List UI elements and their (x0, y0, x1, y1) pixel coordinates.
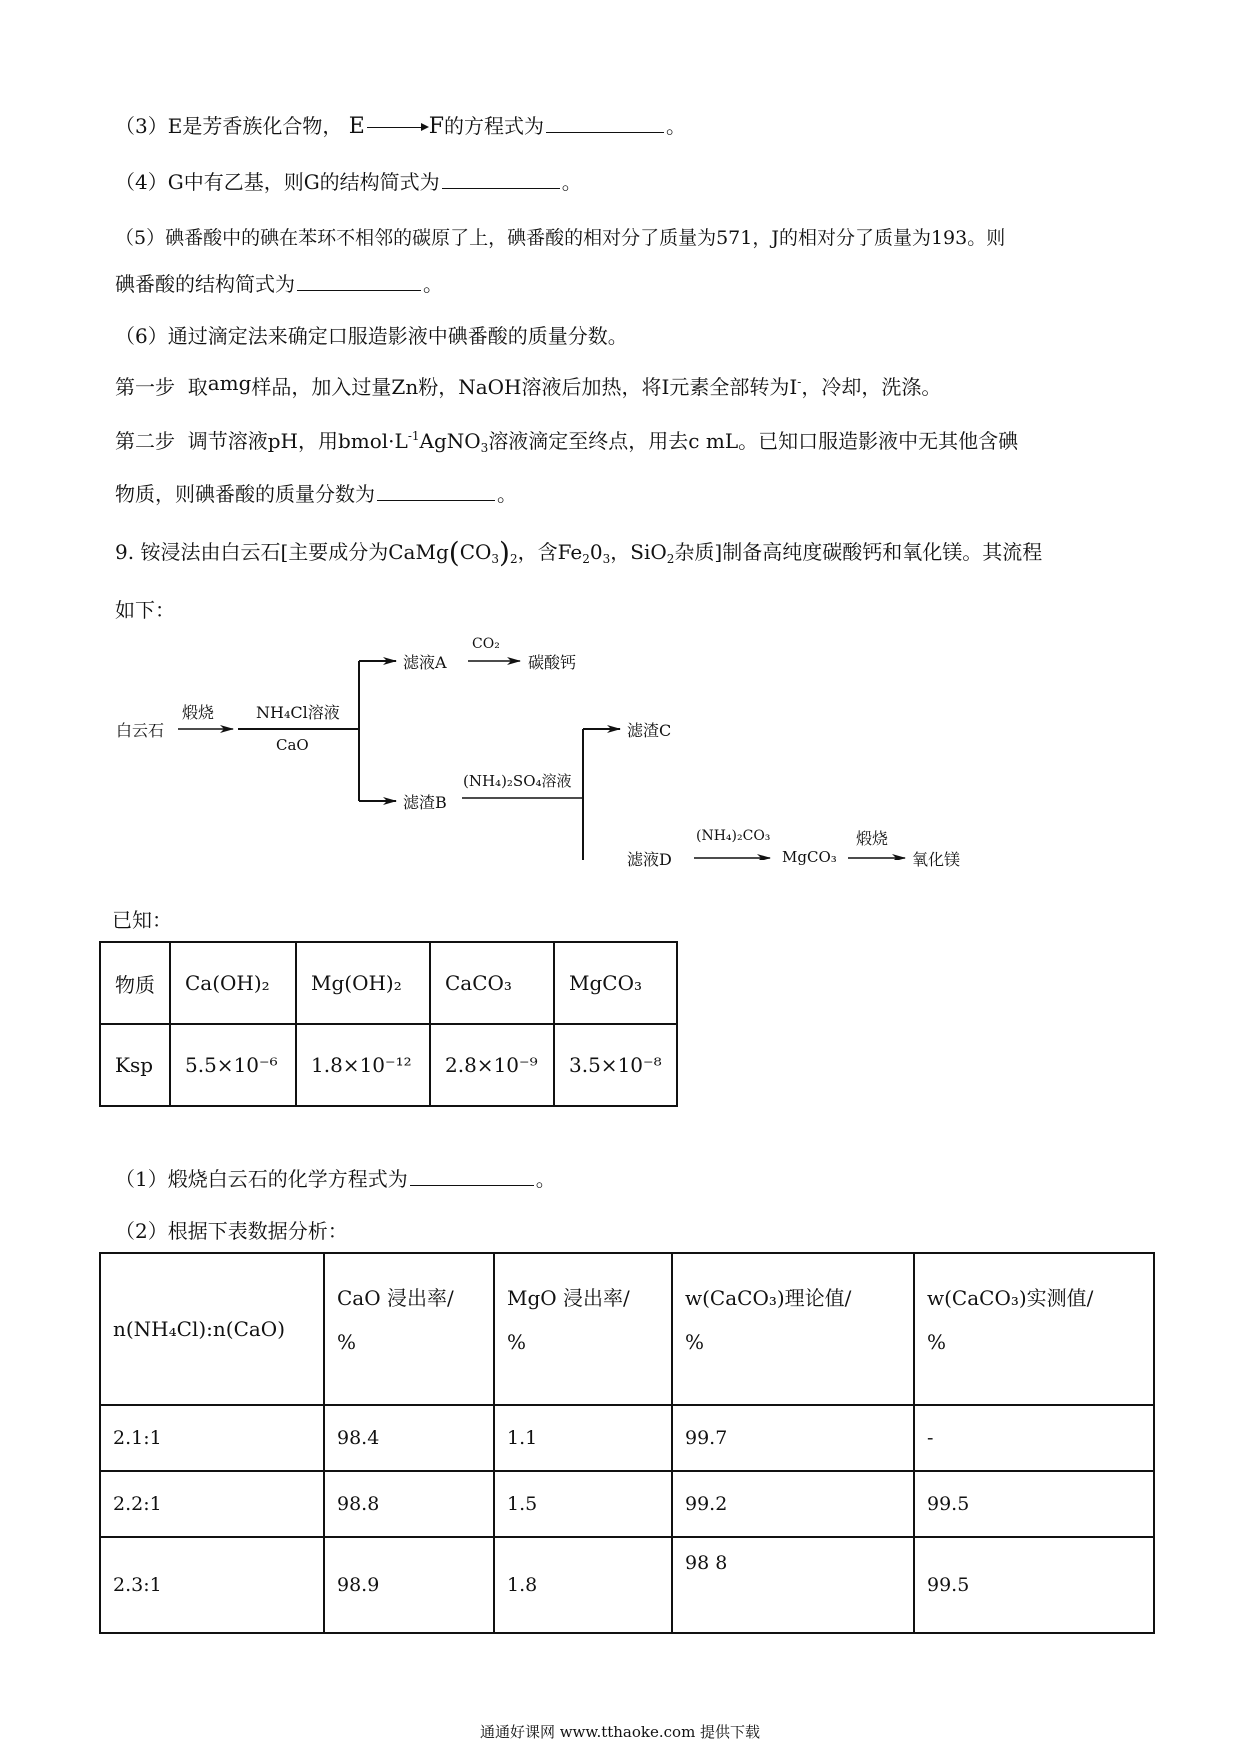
q9-text-e: 杂质]制备高纯度碳酸钙和氧化镁。其流程 (674, 540, 1043, 564)
step-1 (115, 368, 941, 401)
answer-blank[interactable] (297, 270, 421, 291)
q3-from: E (348, 114, 365, 139)
header-unit: % (507, 1330, 527, 1354)
sub1-end: 。 (535, 1167, 556, 1191)
arrow-icon (367, 127, 427, 128)
step2-label: 第二步 (115, 429, 175, 453)
ratio-header-cell (914, 1253, 1154, 1405)
table-cell: 99.7 (672, 1405, 914, 1471)
ratio-header-cell (672, 1253, 914, 1405)
ksp-header-cell: Mg(OH)₂ (296, 942, 430, 1024)
header-text: w(CaCO₃)理论值/ (685, 1286, 852, 1310)
step2-sup: -1 (407, 429, 420, 443)
ratio-header-cell (494, 1253, 672, 1405)
ratio-header-cell (324, 1253, 494, 1405)
question-9: 9. 铵浸法由白云石[主要成分为$CaMg(CO_3)_2$，含$Fe_20_3$，SiO$_2$杂质]制备高纯度碳酸钙和氧化镁。其流程 (115, 536, 1043, 569)
header-text: CaO 浸出率/ (337, 1286, 454, 1310)
flow-product-d: 氧化镁 (912, 850, 961, 869)
table-cell: 99.5 (914, 1471, 1154, 1537)
table-cell: 98.8 (324, 1471, 494, 1537)
ksp-header-cell: CaCO₃ (430, 942, 554, 1024)
flow-reagent-d: (NH₄)₂CO₃ (696, 828, 771, 844)
step1-sample: amg (207, 371, 252, 395)
header-unit: % (685, 1330, 705, 1354)
table-cell: 2.3:1 (100, 1537, 324, 1633)
question-5-line1: （5）碘番酸中的碘在苯环不相邻的碳原了上，碘番酸的相对分了质量为571，J的相对分了质量为193。则 (115, 227, 1006, 249)
q9-co: CO (459, 540, 492, 564)
question-3 (115, 112, 686, 141)
table-row (100, 1537, 1154, 1633)
flow-residue-c: 滤渣C (627, 721, 672, 740)
step2-text-a: 调节溶液pH，用bmol·L (187, 429, 408, 453)
question-9-line2: 如下： (115, 598, 175, 622)
ksp-value-cell: 5.5×10⁻⁶ (170, 1024, 296, 1106)
q9-text-b: ，含Fe (517, 540, 583, 564)
step-2 (115, 422, 1018, 462)
flow-residue-b: 滤渣B (403, 793, 447, 812)
step1-label: 第一步 (115, 375, 175, 399)
q3-end: 。 (666, 114, 687, 138)
q9-text-c: 0 (589, 540, 603, 564)
ksp-row-label: Ksp (100, 1024, 170, 1106)
flow-reagent-b: (NH₄)₂SO₄溶液 (463, 772, 572, 790)
q3-prefix: （3）E是芳香族化合物， (115, 114, 343, 138)
q9-sub3: 3 (491, 552, 500, 566)
step2-sub: 3 (480, 441, 489, 455)
ksp-value-row (100, 1024, 677, 1106)
page-footer: 通通好课网 www.tthaoke.com 提供下载 (479, 1723, 761, 1741)
flow-step1-label: 煅烧 (182, 703, 215, 722)
q9-c-sub: 3 (602, 552, 611, 566)
table-cell: 1.1 (494, 1405, 672, 1471)
q9-text-d: ，SiO (610, 540, 667, 564)
table-row (100, 1405, 1154, 1471)
step1-text-a: 取 (187, 375, 208, 399)
step1-sup: - (797, 375, 802, 389)
step-2-line2 (115, 480, 517, 508)
ksp-value-cell: 2.8×10⁻⁹ (430, 1024, 554, 1106)
ksp-value-cell: 1.8×10⁻¹² (296, 1024, 430, 1106)
table-cell: 98 8 (672, 1537, 914, 1633)
flow-mgco3: MgCO₃ (782, 848, 837, 866)
question-4 (115, 168, 582, 196)
table-cell: - (914, 1405, 1154, 1471)
q3-suffix: 的方程式为 (444, 114, 545, 138)
subquestion-1 (115, 1165, 556, 1193)
q4-text: （4）G中有乙基，则G的结构简式为 (115, 170, 440, 194)
flow-filtrate-a: 滤液A (403, 653, 447, 672)
ksp-value-cell: 3.5×10⁻⁸ (554, 1024, 677, 1106)
known-label: 已知： (112, 908, 172, 932)
table-cell: 99.2 (672, 1471, 914, 1537)
ksp-header-cell: MgCO₃ (554, 942, 677, 1024)
ratio-header-cell: n(NH₄Cl):n(CaO) (100, 1253, 324, 1405)
flow-reagent-top: NH₄Cl溶液 (256, 703, 340, 722)
ksp-header-cell: 物质 (100, 942, 170, 1024)
step2-text-b: AgNO (419, 429, 481, 453)
step2-line2-text: 物质，则碘番酸的质量分数为 (115, 482, 375, 506)
ksp-header-cell: Ca(OH)₂ (170, 942, 296, 1024)
q9-text-a: 9. 铵浸法由白云石[主要成分为CaMg (115, 540, 449, 564)
table-cell: 2.1:1 (100, 1405, 324, 1471)
q5-end: 。 (423, 272, 443, 296)
answer-blank[interactable] (410, 1165, 534, 1186)
q3-to: F (428, 114, 445, 139)
header-unit: % (927, 1330, 947, 1354)
ksp-table (99, 941, 678, 1107)
subquestion-2: （2）根据下表数据分析： (115, 1219, 348, 1243)
header-text: w(CaCO₃)实测值/ (927, 1286, 1094, 1310)
table-cell: 2.2:1 (100, 1471, 324, 1537)
ksp-header-row (100, 942, 677, 1024)
ratio-table (99, 1252, 1155, 1634)
step1-text-b: 样品，加入过量Zn粉，NaOH溶液后加热，将I元素全部转为I (251, 375, 798, 399)
sub1-text: （1）煅烧白云石的化学方程式为 (115, 1167, 408, 1191)
q9-d-sub: 2 (666, 552, 675, 566)
table-cell: 98.9 (324, 1537, 494, 1633)
flow-step-calcine: 煅烧 (856, 829, 889, 848)
flow-product-a: 碳酸钙 (528, 653, 577, 672)
question-5-line2 (115, 270, 443, 298)
question-6: （6）通过滴定法来确定口服造影液中碘番酸的质量分数。 (115, 324, 628, 348)
flow-filtrate-d: 滤液D (627, 850, 672, 869)
answer-blank[interactable] (442, 168, 560, 189)
flow-co2: CO₂ (472, 636, 500, 652)
table-cell: 1.8 (494, 1537, 672, 1633)
step1-text-c: ，冷却，洗涤。 (801, 375, 942, 399)
process-flowchart (100, 630, 1000, 869)
q5-text: 碘番酸的结构简式为 (115, 272, 295, 296)
ratio-header-row (100, 1253, 1154, 1405)
table-cell: 98.4 (324, 1405, 494, 1471)
flow-reagent-bottom: CaO (276, 736, 309, 754)
table-cell: 1.5 (494, 1471, 672, 1537)
q9-sub2: 2 (509, 552, 518, 566)
q9-fe-sub: 2 (582, 552, 590, 566)
flow-start: 白云石 (116, 721, 165, 740)
answer-blank[interactable] (377, 480, 495, 501)
step2-end: 。 (497, 482, 517, 506)
answer-blank[interactable] (546, 112, 664, 133)
header-text: MgO 浸出率/ (507, 1286, 630, 1310)
table-row (100, 1471, 1154, 1537)
step2-text-c: 溶液滴定至终点，用去c mL。已知口服造影液中无其他含碘 (488, 429, 1019, 453)
header-unit: % (337, 1330, 357, 1354)
table-cell: 99.5 (914, 1537, 1154, 1633)
q4-end: 。 (561, 170, 582, 194)
